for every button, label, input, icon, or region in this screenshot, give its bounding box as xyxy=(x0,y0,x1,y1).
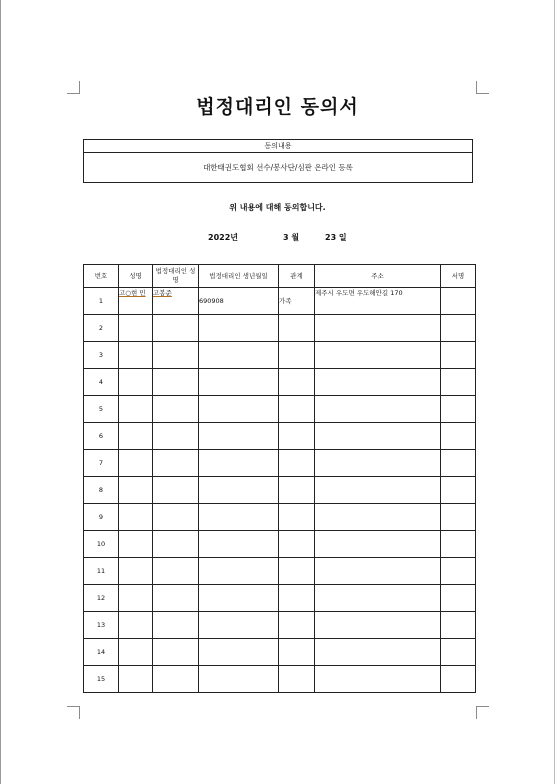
cell-name[interactable] xyxy=(119,315,153,342)
cell-guardian-name[interactable] xyxy=(153,423,199,450)
crop-mark-bottom-right xyxy=(476,706,489,719)
cell-number[interactable]: 14 xyxy=(84,639,119,666)
cell-name[interactable] xyxy=(119,369,153,396)
cell-guardian-birth[interactable] xyxy=(199,342,279,369)
cell-name[interactable] xyxy=(119,639,153,666)
cell-guardian-name[interactable]: 고봉준 xyxy=(153,288,199,315)
cell-guardian-name[interactable] xyxy=(153,666,199,693)
table-row xyxy=(84,558,476,585)
cell-guardian-birth[interactable]: 690908 xyxy=(199,288,279,315)
guardian-table xyxy=(83,264,476,693)
cell-relation[interactable] xyxy=(279,369,315,396)
cell-signature[interactable] xyxy=(441,423,476,450)
cell-guardian-birth[interactable] xyxy=(199,423,279,450)
cell-address[interactable] xyxy=(315,531,441,558)
cell-guardian-name[interactable] xyxy=(153,450,199,477)
cell-relation[interactable] xyxy=(279,504,315,531)
cell-number[interactable]: 7 xyxy=(84,450,119,477)
header-guardian-name: 법정대리인 성명 xyxy=(153,265,199,288)
cell-guardian-name[interactable] xyxy=(153,396,199,423)
cell-address[interactable]: 제주시 우도면 우도해안길 170 xyxy=(315,288,441,315)
table-row xyxy=(84,477,476,504)
cell-name[interactable] xyxy=(119,342,153,369)
cell-guardian-birth[interactable] xyxy=(199,396,279,423)
cell-guardian-birth[interactable] xyxy=(199,612,279,639)
cell-relation[interactable] xyxy=(279,531,315,558)
document-title: 법정대리인 동의서 xyxy=(196,96,359,118)
cell-name[interactable] xyxy=(119,558,153,585)
cell-name[interactable] xyxy=(119,477,153,504)
cell-signature[interactable] xyxy=(441,288,476,315)
cell-relation[interactable] xyxy=(279,450,315,477)
cell-number[interactable]: 12 xyxy=(84,585,119,612)
date-year: 2022년 xyxy=(208,233,238,242)
cell-number[interactable]: 5 xyxy=(84,396,119,423)
cell-guardian-name[interactable] xyxy=(153,612,199,639)
cell-address[interactable] xyxy=(315,477,441,504)
cell-signature[interactable] xyxy=(441,531,476,558)
cell-address[interactable] xyxy=(315,639,441,666)
cell-number[interactable]: 6 xyxy=(84,423,119,450)
cell-signature[interactable] xyxy=(441,477,476,504)
cell-number[interactable]: 13 xyxy=(84,612,119,639)
cell-number[interactable]: 4 xyxy=(84,369,119,396)
cell-signature[interactable] xyxy=(441,504,476,531)
cell-name[interactable] xyxy=(119,504,153,531)
cell-relation[interactable] xyxy=(279,558,315,585)
cell-guardian-name[interactable] xyxy=(153,639,199,666)
cell-guardian-name[interactable] xyxy=(153,477,199,504)
date-day: 23 일 xyxy=(325,233,347,242)
header-guardian-birth: 법정대리인 생년월일 xyxy=(199,265,279,288)
cell-signature[interactable] xyxy=(441,612,476,639)
cell-guardian-birth[interactable] xyxy=(199,666,279,693)
cell-address[interactable] xyxy=(315,585,441,612)
header-address: 주소 xyxy=(315,265,441,288)
cell-name[interactable] xyxy=(119,450,153,477)
consent-content: 대한태권도협회 선수/봉사단/심판 온라인 등록 xyxy=(203,163,353,172)
table-row xyxy=(84,504,476,531)
cell-signature[interactable] xyxy=(441,450,476,477)
table-row xyxy=(84,288,476,315)
cell-name[interactable] xyxy=(119,666,153,693)
cell-guardian-birth[interactable] xyxy=(199,477,279,504)
cell-guardian-birth[interactable] xyxy=(199,315,279,342)
cell-relation[interactable] xyxy=(279,315,315,342)
cell-signature[interactable] xyxy=(441,558,476,585)
cell-guardian-name[interactable] xyxy=(153,369,199,396)
cell-address[interactable] xyxy=(315,396,441,423)
table-header-row xyxy=(84,265,476,288)
cell-number[interactable]: 10 xyxy=(84,531,119,558)
cell-guardian-name[interactable] xyxy=(153,585,199,612)
header-name: 성명 xyxy=(119,265,153,288)
crop-mark-bottom-left xyxy=(67,706,80,719)
cell-relation[interactable]: 가족 xyxy=(279,288,315,315)
cell-relation[interactable] xyxy=(279,612,315,639)
cell-number[interactable]: 15 xyxy=(84,666,119,693)
table-row xyxy=(84,585,476,612)
cell-signature[interactable] xyxy=(441,369,476,396)
cell-relation[interactable] xyxy=(279,639,315,666)
cell-signature[interactable] xyxy=(441,666,476,693)
cell-number[interactable]: 3 xyxy=(84,342,119,369)
cell-guardian-birth[interactable] xyxy=(199,558,279,585)
cell-relation[interactable] xyxy=(279,666,315,693)
cell-name[interactable] xyxy=(119,396,153,423)
cell-address[interactable] xyxy=(315,450,441,477)
cell-signature[interactable] xyxy=(441,342,476,369)
date-month: 3 월 xyxy=(283,233,300,242)
cell-guardian-name[interactable] xyxy=(153,558,199,585)
consent-box xyxy=(83,139,473,183)
header-relation: 관계 xyxy=(279,265,315,288)
cell-guardian-birth[interactable] xyxy=(199,369,279,396)
cell-name[interactable] xyxy=(119,531,153,558)
table-row xyxy=(84,531,476,558)
header-number: 번호 xyxy=(84,265,119,288)
table-row xyxy=(84,423,476,450)
cell-guardian-name[interactable] xyxy=(153,315,199,342)
cell-guardian-birth[interactable] xyxy=(199,504,279,531)
cell-number[interactable]: 2 xyxy=(84,315,119,342)
cell-guardian-name[interactable] xyxy=(153,342,199,369)
table-row xyxy=(84,396,476,423)
table-row xyxy=(84,315,476,342)
cell-guardian-birth[interactable] xyxy=(199,585,279,612)
cell-relation[interactable] xyxy=(279,477,315,504)
cell-guardian-birth[interactable] xyxy=(199,531,279,558)
cell-guardian-birth[interactable] xyxy=(199,450,279,477)
table-row xyxy=(84,639,476,666)
cell-guardian-birth[interactable] xyxy=(199,639,279,666)
cell-number[interactable]: 9 xyxy=(84,504,119,531)
table-row xyxy=(84,612,476,639)
cell-address[interactable] xyxy=(315,504,441,531)
cell-name[interactable] xyxy=(119,423,153,450)
cell-signature[interactable] xyxy=(441,585,476,612)
cell-address[interactable] xyxy=(315,666,441,693)
cell-relation[interactable] xyxy=(279,342,315,369)
table-row xyxy=(84,450,476,477)
header-signature: 서명 xyxy=(441,265,476,288)
table-row xyxy=(84,369,476,396)
cell-name[interactable]: 고○현 민 xyxy=(119,288,153,315)
cell-address[interactable] xyxy=(315,612,441,639)
table-row xyxy=(84,666,476,693)
cell-relation[interactable] xyxy=(279,396,315,423)
cell-name[interactable] xyxy=(119,612,153,639)
cell-name[interactable] xyxy=(119,585,153,612)
cell-address[interactable] xyxy=(315,315,441,342)
cell-address[interactable] xyxy=(315,342,441,369)
cell-number[interactable]: 1 xyxy=(84,288,119,315)
agreement-statement: 위 내용에 대해 동의합니다. xyxy=(229,203,326,212)
table-row xyxy=(84,342,476,369)
cell-address[interactable] xyxy=(315,369,441,396)
cell-number[interactable]: 8 xyxy=(84,477,119,504)
cell-signature[interactable] xyxy=(441,396,476,423)
cell-relation[interactable] xyxy=(279,585,315,612)
cell-signature[interactable] xyxy=(441,315,476,342)
cell-address[interactable] xyxy=(315,558,441,585)
consent-header: 동의내용 xyxy=(84,140,472,153)
cell-number[interactable]: 11 xyxy=(84,558,119,585)
cell-signature[interactable] xyxy=(441,639,476,666)
cell-relation[interactable] xyxy=(279,423,315,450)
cell-address[interactable] xyxy=(315,423,441,450)
cell-guardian-name[interactable] xyxy=(153,531,199,558)
cell-guardian-name[interactable] xyxy=(153,504,199,531)
